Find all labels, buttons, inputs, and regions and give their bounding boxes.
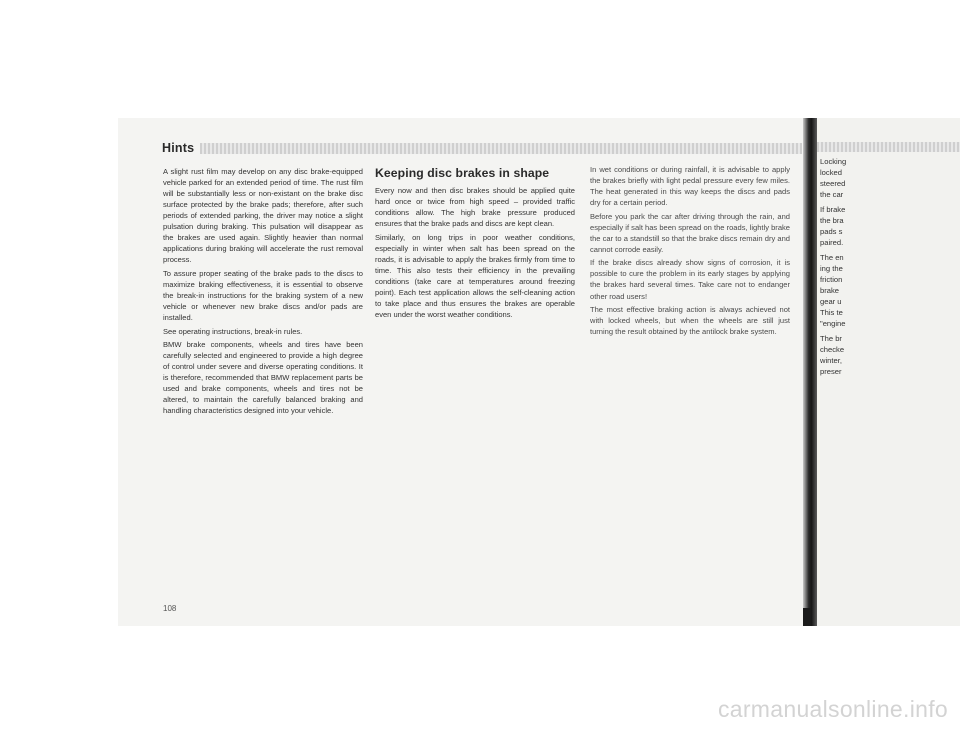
text-line: friction: [820, 275, 843, 284]
text-line: winter,: [820, 356, 842, 365]
text-line: Locking: [820, 157, 847, 166]
paragraph: A slight rust film may develop on any disc brake-equipped vehicle parked for an extended period of time. The rust film will be substantially less or non-existant on the brake disc surface protected by the brake pads; therefore, after such periods of extended parking, the driver may notice a slight pulsation during braking. This pulsation will disappear as the brakes are used again. Slightly heavier than normal applications during braking will accelerate the rust removal process.: [163, 167, 363, 265]
text-column-2: [375, 185, 575, 323]
text-line: the bra: [820, 216, 844, 225]
right-page-text: [820, 156, 960, 377]
page-number: 108: [163, 604, 177, 613]
spine-shadow: [803, 608, 811, 626]
paragraph: Similarly, on long trips in poor weather conditions, especially in winter when salt has been spread on the roads, it is advisable to apply the brakes firmly from time to time. This also tests their efficiency in the prevailing conditions (take care at temperatures around freezing point). Each test application allows the self-cleaning action to take place and thus ensures the brakes are operable even under the worst weather conditions.: [375, 232, 575, 320]
text-column-1: [163, 166, 363, 419]
paragraph: The most effective braking action is always achieved not with locked wheels, but when the wheels are still just turning the result obtained by the antilock brake system.: [590, 305, 790, 337]
paragraph: BMW brake components, wheels and tires have been carefully selected and engineered to provide a high degree of control under severe and diverse operating conditions. It is therefore, recommended that BMW replacement parts be used and brake components, wheels and tires not be altered, to maintain the carefully balanced braking and handling characteristics designed into your vehicle.: [163, 340, 363, 416]
text-line: The br: [820, 334, 842, 343]
paragraph: To assure proper seating of the brake pads to the discs to maximize braking effectiveness, it is essential to observe the break-in instructions for the braking system of a new vehicle or whenever new brake discs and/or pads are installed.: [163, 268, 363, 323]
paragraph: Before you park the car after driving through the rain, and especially if salt has been spread on the roads, lightly brake the car to a standstill so that the brake discs remain dry and cannot corrode easily.: [590, 211, 790, 254]
header-band: [200, 143, 802, 154]
text-line: pads s: [820, 227, 843, 236]
text-line: "engine: [820, 319, 846, 328]
text-line: paired.: [820, 238, 844, 247]
paragraph: Every now and then disc brakes should be applied quite hard once or twice from high speed – provided traffic conditions allow. The high brake pressure produced ensures that the brake pads and discs are kept clean.: [375, 186, 575, 229]
text-line: the car: [820, 190, 844, 199]
paragraph: See operating instructions, break-in rules.: [163, 326, 303, 336]
text-line: steered: [820, 179, 846, 188]
paragraph: In wet conditions or during rainfall, it is advisable to apply the brakes briefly with light pedal pressure every few miles. The heat generated in this way keeps the discs and pads dry for a certain period.: [590, 165, 790, 208]
text-line: This te: [820, 308, 843, 317]
text-line: The en: [820, 253, 844, 262]
text-line: If brake: [820, 205, 846, 214]
header-band: [817, 142, 960, 152]
section-title: Hints: [162, 141, 195, 155]
paragraph: If the brake discs already show signs of corrosion, it is possible to cure the problem in its early stages by applying the brakes hard several times. Take care not to endanger other road users!: [590, 258, 790, 301]
text-column-3: [590, 164, 790, 340]
text-line: gear u: [820, 297, 842, 306]
book-spine: [803, 118, 817, 626]
text-line: preser: [820, 367, 842, 376]
text-line: ing the: [820, 264, 843, 273]
text-line: brake: [820, 286, 839, 295]
section-heading: Keeping disc brakes in shape: [375, 166, 550, 180]
text-line: checke: [820, 345, 845, 354]
page-header: [162, 140, 802, 156]
right-page-fragment: [817, 118, 960, 626]
watermark: carmanualsonline.info: [717, 696, 948, 722]
text-line: locked: [820, 168, 842, 177]
